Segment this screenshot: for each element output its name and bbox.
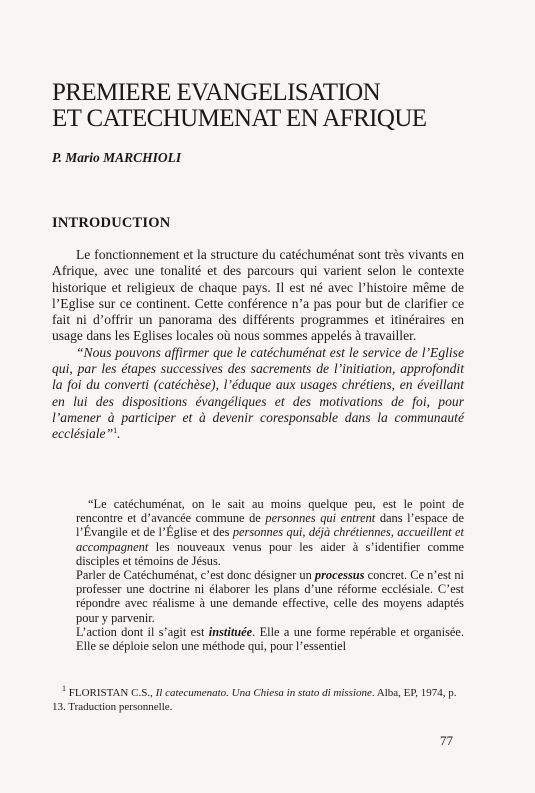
block-quote-paragraph <box>76 625 464 653</box>
quote-end: . <box>117 426 121 442</box>
block-quote-paragraph <box>76 497 464 568</box>
block-quote-paragraph <box>76 568 464 625</box>
quote-text: “Nous pouvons affirmer que le catéchuménat est le service de l’Eglise qui, par les étapes successives des sacrements de l’initiation, approfondit la foi du converti (catéchèse), l’éduque aux usages chrétiens, en éveillant en lui des dispositions évangéliques et des motivations de foi, pour l’amener à participer et à devenir coresponsable dans la communauté ecclésiale” <box>52 344 464 442</box>
text-run: “Le catéchuménat, on le sait au moins quelque peu, est le point de rencontre et d’avancée commune de <box>76 497 464 526</box>
text-run: . Elle a une forme repérable et organisée. Elle se déploie selon une méthode qui, pour l’essentiel <box>76 624 464 654</box>
section-heading: INTRODUCTION <box>52 215 171 231</box>
footnote-number: 1 <box>62 684 66 693</box>
quote-paragraph <box>52 345 464 443</box>
text-run: L’action dont il s’agit est <box>76 624 209 639</box>
strong-emphasis: processus <box>314 568 365 583</box>
title-line-2: ET CATECHUMENAT EN AFRIQUE <box>52 105 427 132</box>
author-name: P. Mario MARCHIOLI <box>52 150 182 165</box>
strong-emphasis: instituée <box>208 624 253 639</box>
paragraph: Le fonctionnement et la structure du catéchuménat sont très vivants en Afrique, avec une tonalité et des parcours qui varient selon le contexte historique et religieux de chaque pays. Il est né avec l’histoire même de l’Eglise sur ce continent. Cette conférence n’a pas pour but de clarifier ce fait ni d’offrir un panorama des différents programmes et itinéraires en usage dans les Eglises locales où nous sommes appelés à travailler. <box>52 247 464 344</box>
footnote <box>52 686 464 714</box>
text-run: dans l’espace de l’Évangile et de l’Église et des <box>76 511 464 540</box>
footnote-rest: . Alba, EP, 1974, p. 13. Traduction personnelle. <box>52 687 457 713</box>
footnote-ref[interactable]: 1 <box>113 426 118 436</box>
title-line-1: PREMIERE EVANGELISATION <box>52 79 381 106</box>
emphasis: personnes qui, déjà chrétiennes, accueillent et accompagnent <box>76 525 464 554</box>
footnote-author: FLORISTAN C.S., <box>66 687 156 699</box>
block-quote <box>76 497 464 653</box>
body-text <box>52 247 464 443</box>
text-run: les nouveaux venus pour les aider à s’identifier comme disciples et témoins de Jésus. <box>76 539 464 568</box>
text-run: Parler de Catéchuménat, c’est donc désigner un <box>76 568 315 583</box>
footnote-title: Il catecumenato. Una Chiesa in stato di missione <box>155 687 372 699</box>
article-title <box>52 80 482 132</box>
text-run: concret. Ce n’est ni professer une doctrine ni élaborer les plans d’une réforme ecclésiale. C’est répondre avec réalisme à une demande effective, celle des moyens adaptés pour y parvenir. <box>76 568 464 625</box>
page-number: 77 <box>440 733 453 748</box>
emphasis: personnes qui entrent <box>265 511 376 526</box>
footnote-text <box>52 686 464 714</box>
